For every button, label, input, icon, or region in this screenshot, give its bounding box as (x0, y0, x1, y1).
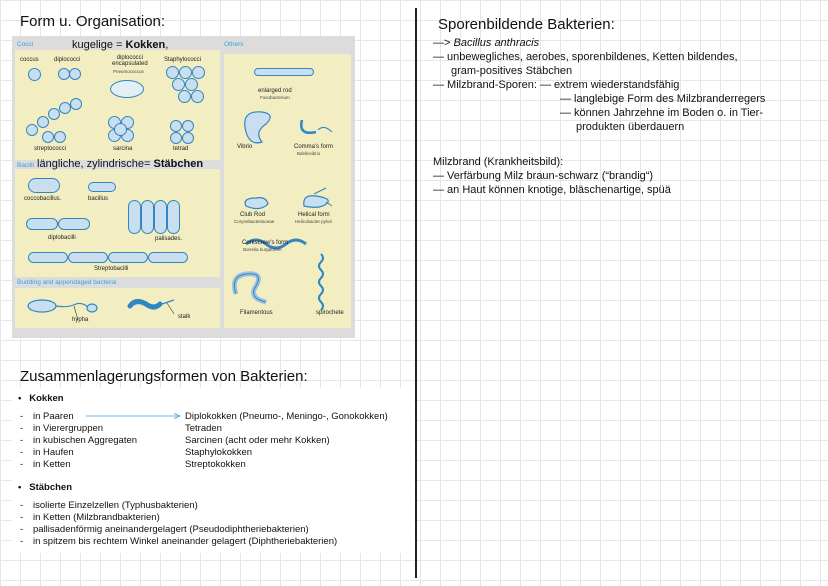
label-helical-form: Helical form (298, 212, 330, 218)
strep-shape (26, 124, 38, 136)
staebchen-head: • Stäbchen (18, 482, 73, 493)
arrow-icon (86, 413, 182, 419)
staph-shape (192, 66, 205, 79)
spiral-shapes (226, 224, 350, 314)
label-stalk: stalk (178, 314, 191, 320)
label-bacillus: bacillus (88, 196, 109, 202)
bacteria-shapes-figure (12, 36, 355, 338)
right-line-4: — Milzbrand-Sporen: — extrem wiederstandsfähig (433, 79, 680, 91)
others-header: Others (224, 41, 244, 48)
kokken-row-dash: - (20, 435, 24, 446)
strep-shape (37, 116, 49, 128)
staph-shape (191, 90, 204, 103)
staebchen-row-dash: - (20, 512, 24, 523)
streptobacilli-shape (68, 252, 108, 263)
right-line-8: Milzbrand (Krankheitsbild): (433, 156, 564, 168)
kokken-row-dash: - (20, 411, 24, 422)
staebchen-row-dash: - (20, 536, 24, 547)
kokken-row-right: Sarcinen (acht oder mehr Kokken) (185, 435, 330, 446)
kokken-row-right: Diplokokken (Pneumo-, Meningo-, Gonokokken) (185, 411, 388, 422)
kokken-row-dash: - (20, 447, 24, 458)
right-line-10: — an Haut können knotige, bläschenartige, spüä (433, 184, 671, 196)
kokken-row-right: Staphylokokken (185, 447, 253, 458)
tetrad-shape (182, 120, 194, 132)
streptobacilli-shape (28, 252, 68, 263)
cocci-caption: kugelige = Kokken, (72, 39, 169, 51)
label-sarcina: sarcina (113, 146, 133, 152)
staebchen-row: pallisadenförmig aneinandergelagert (Pseudodiphtheriebakterien) (33, 524, 309, 535)
encapsulated-shape (110, 80, 144, 98)
sarcina-shape (114, 123, 127, 136)
label-diplococci-encaps: diplococci encapsulated (112, 55, 148, 67)
label-palisades: palisades. (155, 236, 183, 242)
label-diplococci: diplococci (54, 57, 81, 63)
label-enlarged-rod: enlarged rod (258, 88, 292, 94)
label-coccus: coccus (20, 57, 39, 63)
label-bdellovibrio: Bdellovibrio (297, 151, 321, 156)
kokken-row-left: in Vierergruppen (33, 423, 104, 434)
kokken-row-left: in kubischen Aggregaten (33, 435, 138, 446)
coccobacillus-shape (28, 178, 60, 193)
right-line-7: produkten überdauern (576, 121, 685, 133)
kokken-row-left: in Ketten (33, 459, 71, 470)
label-borrelia: Borrelia burgdorferi (243, 247, 282, 252)
right-title: Sporenbildende Bakterien: (438, 16, 615, 33)
palisade-shape (128, 200, 141, 234)
label-helicobacter: Helicobacter pylori (295, 219, 333, 224)
label-diplobacilli: diplobacilli (48, 235, 76, 241)
staph-shape (178, 90, 191, 103)
column-divider (415, 8, 417, 578)
palisade-shape (141, 200, 154, 234)
tetrad-shape (182, 132, 194, 144)
strep-shape (42, 131, 54, 143)
label-hypha: hypha (72, 317, 89, 323)
staebchen-row-dash: - (20, 500, 24, 511)
palisade-shape (167, 200, 180, 234)
label-fusobacterium: Fusobacterium (260, 95, 290, 100)
coccus-shape (28, 68, 41, 81)
right-line-6: — können Jahrzehne im Boden o. in Tier- (560, 107, 764, 119)
right-line-3: gram-positives Stäbchen (451, 65, 573, 77)
label-spirochete: spirochete (316, 310, 344, 316)
label-commas-form: Comma's form (294, 144, 333, 150)
kokken-row-dash: - (20, 459, 24, 470)
budding-header: Budding and appendaged bacteria (17, 279, 117, 286)
streptobacilli-shape (148, 252, 188, 263)
label-club-rod: Club Rod (240, 212, 266, 218)
bacillus-shape (88, 182, 116, 192)
bacilli-caption: Bacilli längliche, zylindrische= Stäbchen (17, 158, 204, 170)
staebchen-row: isolierte Einzelzellen (Typhusbakterien) (33, 500, 198, 511)
staebchen-row: in spitzem bis rechtem Winkel aneinander gelagert (Diphtheriebakterien) (33, 536, 338, 547)
right-line-9: — Verfärbung Milz braun-schwarz (“brandig“) (433, 170, 654, 182)
zusammen-title: Zusammenlagerungsformen von Bakterien: (20, 368, 308, 385)
label-vibrio: Vibrio (237, 144, 253, 150)
label-filamentous: Filamentous (240, 310, 273, 316)
label-corkscrew: Corkscrew's form (242, 240, 289, 246)
kokken-head: • Kokken (18, 393, 64, 404)
strep-shape (54, 131, 66, 143)
tetrad-shape (170, 120, 182, 132)
strep-shape (48, 108, 60, 120)
diplobacilli-shape (26, 218, 58, 230)
label-tetrad: tetrad (173, 146, 189, 152)
kokken-row-left: in Haufen (33, 447, 74, 458)
label-streptobacilli: Streptobacilli (94, 266, 129, 272)
cocci-header: Cocci (17, 41, 34, 48)
diplococci-shape (69, 68, 81, 80)
kokken-row-right: Tetraden (185, 423, 222, 434)
right-line-2: — unbewegliches, aerobes, sporenbildenes, Ketten bildendes, (433, 51, 738, 63)
left-title: Form u. Organisation: (20, 13, 166, 30)
strep-shape (70, 98, 82, 110)
kokken-row-right: Streptokokken (185, 459, 246, 470)
label-streptococci: streptococci (34, 146, 67, 152)
enlarged-rod-shape (254, 68, 314, 76)
label-coccobacillus: coccobacillus. (24, 196, 62, 202)
staebchen-row-dash: - (20, 524, 24, 535)
label-staphylococci: Staphylococci (164, 57, 202, 63)
palisade-shape (154, 200, 167, 234)
label-corynebacteriaceae: Corynebacteriaceae (234, 219, 275, 224)
diplobacilli-shape (58, 218, 90, 230)
streptobacilli-shape (108, 252, 148, 263)
kokken-row-left: in Paaren (33, 411, 74, 422)
budding-shapes (22, 294, 212, 326)
right-line-1: —> Bacillus anthracis (433, 37, 540, 49)
staebchen-row: in Ketten (Milzbrandbakterien) (33, 512, 160, 523)
kokken-row-dash: - (20, 423, 24, 434)
right-line-5: — langlebige Form des Milzbranderregers (560, 93, 766, 105)
tetrad-shape (170, 132, 182, 144)
label-pneumococcus: Pneumococcus (113, 69, 144, 74)
